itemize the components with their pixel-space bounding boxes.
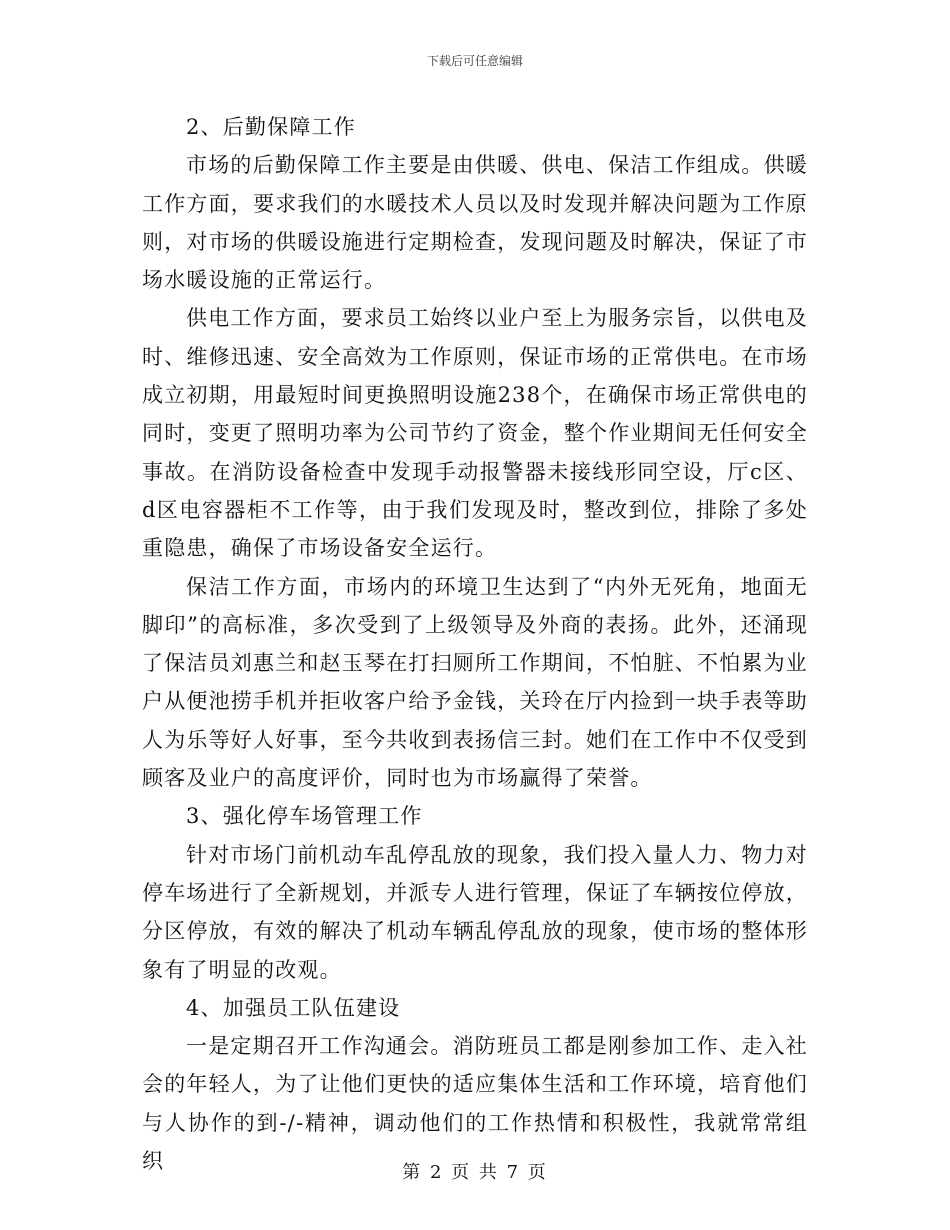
section-heading-parking: 3、强化停车场管理工作 — [186, 804, 423, 829]
paragraph-cleaning: 保洁工作方面，市场内的环境卫生达到了“内外无死角，地面无脚印”的高标准，多次受到了上级领导及外商的表扬。此外，还涌现了保洁员刘惠兰和赵玉琴在打扫厕所工作期间，不怕脏、不怕累为业户从便池捞手机并拒收客户给予金钱，关玲在厅内捡到一块手表等助人为乐等好人好事，至今共收到表扬信三封。她们在工作中不仅受到顾客及业户的高度评价，同时也为市场赢得了荣誉。 — [142, 574, 808, 791]
page-header: 下载后可任意编辑 — [426, 54, 523, 68]
section-heading-staff: 4、加强员工队伍建设 — [186, 995, 401, 1020]
page-footer-page-number: 第 2 页 共 7 页 — [402, 1162, 548, 1183]
paragraph-logistics-overview: 市场的后勤保障工作主要是由供暖、供电、保洁工作组成。供暖工作方面，要求我们的水暖技术人员以及时发现并解决问题为工作原则，对市场的供暖设施进行定期检查，发现问题及时解决，保证了市场水暖设施的正常运行。 — [142, 153, 808, 293]
paragraph-staff-meetings: 一是定期召开工作沟通会。消防班员工都是刚参加工作、走入社会的年轻人，为了让他们更快的适应集体生活和工作环境，培育他们与人协作的到-/-精神，调动他们的工作热情和积极性，我就常常组织 — [142, 1034, 808, 1174]
paragraph-parking: 针对市场门前机动车乱停乱放的现象，我们投入量人力、物力对停车场进行了全新规划，并派专人进行管理，保证了车辆按位停放，分区停放，有效的解决了机动车辆乱停乱放的现象，使市场的整体形象有了明显的改观。 — [142, 842, 808, 982]
section-heading-logistics: 2、后勤保障工作 — [186, 115, 356, 139]
paragraph-power-supply: 供电工作方面，要求员工始终以业户至上为服务宗旨，以供电及时、维修迅速、安全高效为工作原则，保证市场的正常供电。在市场成立初期，用最短时间更换照明设施238个，在确保市场正常供电的同时，变更了照明功率为公司节约了资金，整个作业期间无任何安全事故。在消防设备检查中发现手动报警器未接线形同空设，厅c区、d区电容器柜不工作等，由于我们发现及时，整改到位，排除了多处重隐患，确保了市场设备安全运行。 — [142, 306, 808, 561]
document-body — [142, 108, 808, 1180]
